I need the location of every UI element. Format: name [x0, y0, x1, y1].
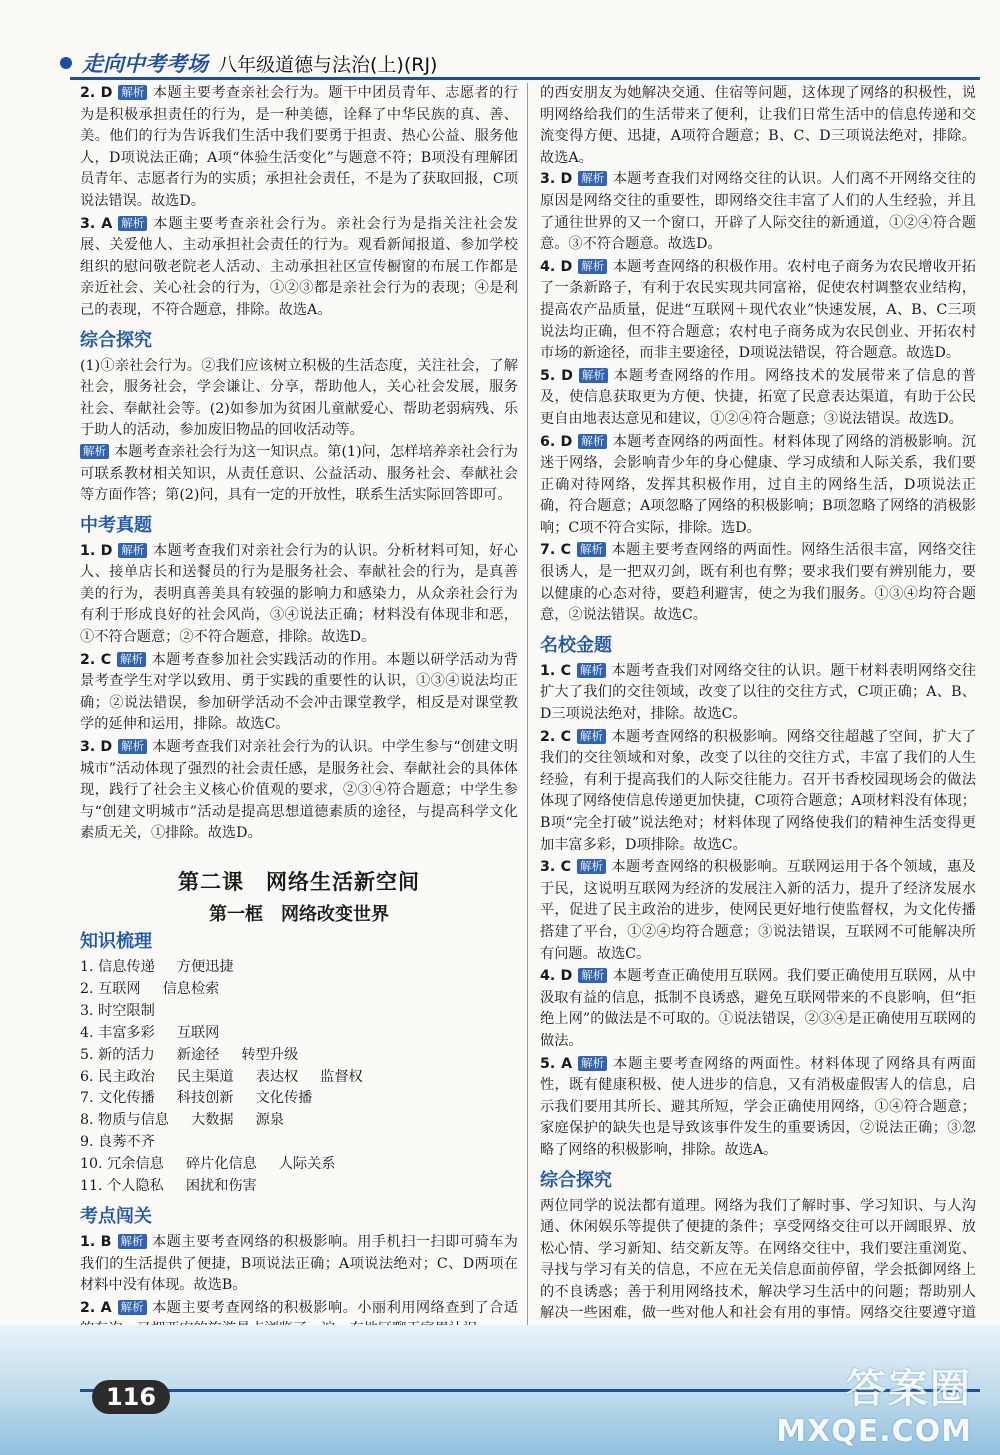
answer-item: 1. D 解析 本题考查我们对亲社会行为的认识。分析材料可知，好心人、接单店长和送餐员的行为是服务社会、奉献社会的行为，是真善美的行为，表明真善美具有较强的影响力和感染力，从众亲社会行为有利于形成良好的社会风尚，③④说法正确；材料没有体现非和恶，①不符合题意；②不符合题意，排除。故选D。: [80, 542, 518, 646]
knowledge-term: 新途径: [176, 1046, 220, 1063]
analysis-tag: 解析: [577, 663, 606, 678]
knowledge-term: 1. 信息传递: [80, 959, 155, 975]
knowledge-term: 互联网: [176, 1024, 220, 1041]
knowledge-term: 大数据: [190, 1112, 234, 1129]
knowledge-row: [80, 1067, 518, 1089]
paragraph: 两位同学的说法都有道理。网络为我们了解时事、学习知识、与人沟通、休闲娱乐等提供了便捷的条件；享受网络交往可以开阔眼界、放松心情、学习新知、结交新友等。在网络交往中，我们要注重浏览、寻找与学习有关的信息，不应在无关信息面前停留，学会抵御网络上的不良诱惑；善于利用网络技术，解决学习生活中的问题；帮助别人解决一些困难，做一些对他人和社会有用的事情。网络交往要遵守道: [540, 1197, 976, 1322]
knowledge-row: [80, 1088, 518, 1110]
knowledge-row: [80, 1023, 518, 1045]
knowledge-row: [80, 1045, 518, 1067]
knowledge-term: 表达权: [255, 1068, 299, 1085]
knowledge-term: 碎片化信息: [185, 1156, 257, 1173]
section-heading: 中考真题: [80, 514, 152, 536]
knowledge-term: 源泉: [255, 1112, 284, 1129]
answer-item: 3. A 解析 本题主要考查亲社会行为。亲社会行为是指关注社会发展、关爱他人、主动承担社会责任的行为。观看新闻报道、参加学校组织的慰问敬老院老人活动、主动承担社区宣传橱窗的布展工作都是亲近社会、关心社会的行为，①②③都是亲社会行为的表现；④是利己的表现，不符合题意，排除。故选A。: [80, 215, 518, 318]
right-column: [540, 83, 976, 1368]
paragraph: (1)①亲社会行为。②我们应该树立积极的生活态度，关注社会，了解社会，服务社会，学会谦让、分享，帮助他人，关心社会发展，服务社会、奉献社会等。(2)如参加为贫困儿童献爱心、帮助老弱病残、乐于助人的活动，参加废旧物品的回收活动等。: [80, 357, 518, 439]
knowledge-term: 8. 物质与信息: [80, 1112, 169, 1129]
knowledge-row: [80, 979, 518, 1001]
analysis-tag: 解析: [118, 85, 147, 100]
knowledge-term: 信息检索: [162, 980, 220, 997]
answer-item: 2. A 解析 本题主要考查网络的积极影响。小丽利用网络查到了合适: [80, 1299, 518, 1316]
knowledge-term: 困扰和伤害: [185, 1178, 257, 1195]
knowledge-term: 文化传播: [255, 1090, 313, 1107]
knowledge-term: 方便迅捷: [176, 959, 234, 975]
answer-item: 4. D 解析 本题考查网络的积极作用。农村电子商务为农民增收开拓了一条新路子，有利于农民实现共同富裕，促使农村调整农业结构，提高农产品质量，促进“互联网＋现代农业”快速发展，A、B、C三项说法均正确，但不符合题意；农村电子商务成为农民创业、开拓农村市场的新途径，而非主要途径，D项说法错误，符合题意。故选D。: [540, 258, 976, 362]
analysis-tag: 解析: [579, 368, 608, 383]
section-heading: 知识梳理: [80, 931, 152, 952]
analysis-tag: 解析: [118, 739, 147, 754]
analysis-tag: 解析: [118, 216, 147, 231]
analysis-tag: 解析: [578, 171, 607, 186]
header-rule: [70, 77, 980, 80]
knowledge-term: 监督权: [320, 1068, 363, 1085]
answer-item: 2. D 解析 本题主要考查亲社会行为。题干中团员青年、志愿者的行为是积极承担责任的行为，是一种美德，诠释了中华民族的真、善、美。他们的行为告诉我们生活中我们要勇于担责、热心公益、服务他人，D项说法正确；A项“体验生活变化”与题意不符；B项没有理解团员青年、志愿者行为的实质；承担社会责任，不是为了获取回报，C项说法错误。故选D。: [80, 85, 518, 209]
section-heading: 综合探究: [540, 1169, 612, 1191]
bullet-dot-icon: [60, 57, 72, 69]
answer-item: 2. C 解析 本题考查参加社会实践活动的作用。本题以研学活动为背景考查学生对学以致用、勇于实践的重要性的认识，①③④说法均正确；②说法错误，参加研学活动不会冲击课堂教学，相反是对课堂教学的延伸和运用，排除。故选C。: [80, 651, 518, 733]
knowledge-term: 10. 冗余信息: [80, 1156, 164, 1173]
analysis-tag: 解析: [118, 543, 147, 558]
page-number: 116: [92, 1380, 170, 1414]
left-column: [80, 83, 518, 1342]
knowledge-term: 9. 良莠不齐: [80, 1134, 155, 1151]
answer-item: 5. A 解析 本题主要考查网络的两面性。材料体现了网络具有两面性，既有健康积极、使人进步的信息，又有消极虚假害人的信息，启示我们要用其所长、避其所短，学会正确使用网络，①④符合题意；家庭保护的缺失也是导致该事件发生的重要诱因，②说法正确；③忽略了网络的积极影响，排除。故选A。: [540, 1055, 976, 1158]
answer-item: 1. B 解析 本题主要考查网络的积极影响。用手机扫一扫即可骑车为我们的生活提供了便捷，B项说法正确；A项说法绝对；C、D两项在材料中没有体现。故选B。: [80, 1233, 518, 1294]
answer-item: 6. D 解析 本题考查网络的两面性。材料体现了网络的消极影响。沉迷于网络，会影响青少年的身心健康、学习成绩和人际关系，我们要正确对待网络，发挥其积极作用，过自主的网络生活，D项说法正确，符合题意；A项忽略了网络的积极影响；B项忽略了网络的消极影响；C项不符合实际，排除。选D。: [540, 433, 976, 536]
knowledge-row: [80, 1001, 518, 1023]
watermark-logo: 答案圈 MXQE.COM: [776, 1366, 972, 1449]
knowledge-row: [80, 1154, 518, 1176]
frame-title: 第一框 网络改变世界: [209, 904, 389, 925]
series-title: 走向中考考场: [82, 52, 208, 76]
knowledge-term: 科技创新: [176, 1090, 234, 1107]
knowledge-row: [80, 1176, 518, 1198]
knowledge-term: 3. 时空限制: [80, 1002, 155, 1019]
answer-item: 2. C 解析 本题考查网络的积极影响。网络交往超越了空间，扩大了我们的交往领域和对象，改变了以往的交往方式，丰富了我们的人生经验，有利于提高我们的人际交往能力。召开书香校园现场会的做法体现了网络使信息传递更加快捷，C项符合题意；A项材料没有体现；B项“完全打破”说法绝对；材料体现了网络使我们的精神生活变得更加丰富多彩，D项排除。故选C。: [540, 728, 976, 853]
knowledge-list: [80, 957, 518, 1198]
answer-item: 4. D 解析 本题考查正确使用互联网。我们要正确使用互联网，从中汲取有益的信息，抵制不良诱惑，避免互联网带来的不良影响，但“拒绝上网”的做法是不可取的。①说法错误，②③④是正确使用互联网的做法。: [540, 968, 976, 1049]
knowledge-term: 6. 民主政治: [80, 1068, 155, 1085]
answer-item: 1. C 解析 本题考查我们对网络交往的认识。题干材料表明网络交往扩大了我们的交往领域，改变了以往的交往方式，C项正确；A、B、D三项说法绝对，排除。故选C。: [540, 662, 976, 723]
analysis-tag: 解析: [80, 444, 109, 459]
section-heading: 考点闯关: [80, 1205, 152, 1227]
knowledge-term: 2. 互联网: [80, 980, 141, 997]
analysis-tag: 解析: [577, 859, 606, 874]
answer-item: 3. C 解析 本题考查网络的积极影响。互联网运用于各个领域，惠及于民，这说明互联网为经济的发展注入新的活力，提升了经济发展水平，促进了民主政治的进步，使网民更好地行使监督权，为文化传播搭建了平台，①②④均符合题意；③说法错误，互联网不可能解决所有问题。故选C。: [540, 859, 976, 962]
analysis-tag: 解析: [118, 1300, 147, 1315]
section-heading: 综合探究: [80, 329, 152, 351]
analysis-tag: 解析: [578, 1056, 607, 1071]
analysis-tag: 解析: [577, 542, 606, 557]
paragraph: 的西安朋友为她解决交通、住宿等问题，这体现了网络的积极性，说明网络给我们的生活带来了便利，让我们日常生活中的信息传递和交流变得方便、迅捷，A项符合题意；B、C、D三项说法绝对，排除。故选A。: [540, 85, 976, 166]
knowledge-term: 人际关系: [278, 1156, 336, 1173]
column-divider: [527, 83, 528, 1363]
running-header: [60, 48, 437, 78]
knowledge-term: 转型升级: [241, 1046, 299, 1063]
analysis-tag: 解析: [577, 729, 606, 744]
knowledge-term: 11. 个人隐私: [80, 1178, 164, 1195]
analysis-tag: 解析: [118, 1234, 147, 1249]
analysis-tag: 解析: [578, 259, 607, 274]
analysis-tag: 解析: [578, 434, 607, 449]
knowledge-term: 民主渠道: [176, 1068, 234, 1085]
answer-item: 7. C 解析 本题主要考查网络的两面性。网络生活很丰富，网络交往很诱人，是一把双刃剑，既有利也有弊；要求我们要有辨别能力，要以健康的心态对待，要趋利避害，使之为我们服务。①③④均符合题意，②说法错误。故选C。: [540, 542, 976, 624]
knowledge-term: 7. 文化传播: [80, 1090, 155, 1107]
answer-item: 5. D 解析 本题考查网络的作用。网络技术的发展带来了信息的普及，使信息获取更为方便、快捷，拓宽了民意表达渠道，有助于公民更自由地表达意见和建议，①②④符合题意；③说法错误。故选D。: [540, 367, 976, 427]
answer-item: 3. D 解析 本题考查我们对亲社会行为的认识。中学生参与“创建文明城市”活动体现了强烈的社会责任感，是服务社会、奉献社会的具体体现，践行了社会主义核心价值观的要求，②③④符合题意；中学生参与“创建文明城市”活动是提高思想道德素质的途径，与提高科学文化素质无关，①排除。故选D。: [80, 739, 518, 842]
knowledge-term: 5. 新的活力: [80, 1046, 155, 1063]
answer-item: 3. D 解析 本题考查我们对网络交往的认识。人们离不开网络交往的原因是网络交往的重要性，即网络交往丰富了人们的人生经验，并且了通往世界的又一个窗口，开辟了人际交往的新通道，①②④符合题意。③不符合题意。故选D。: [540, 171, 976, 253]
knowledge-row: [80, 957, 518, 979]
section-heading: 名校金题: [540, 634, 612, 656]
analysis-tag: 解析: [117, 652, 146, 667]
lesson-title: 第二课 网络生活新空间: [178, 870, 420, 894]
analysis-tag: 解析: [578, 968, 607, 983]
knowledge-term: 4. 丰富多彩: [80, 1024, 155, 1041]
knowledge-row: [80, 1132, 518, 1154]
paragraph: 解析 本题考查亲社会行为这一知识点。第(1)问，怎样培养亲社会行为可联系教材相关知识，从责任意识、公益活动、服务社会、奉献社会等方面作答；第(2)问，具有一定的开放性，联系生活实际回答即可。: [80, 443, 518, 504]
book-title: 八年级道德与法治(上)(RJ): [218, 53, 438, 76]
knowledge-row: [80, 1110, 518, 1132]
